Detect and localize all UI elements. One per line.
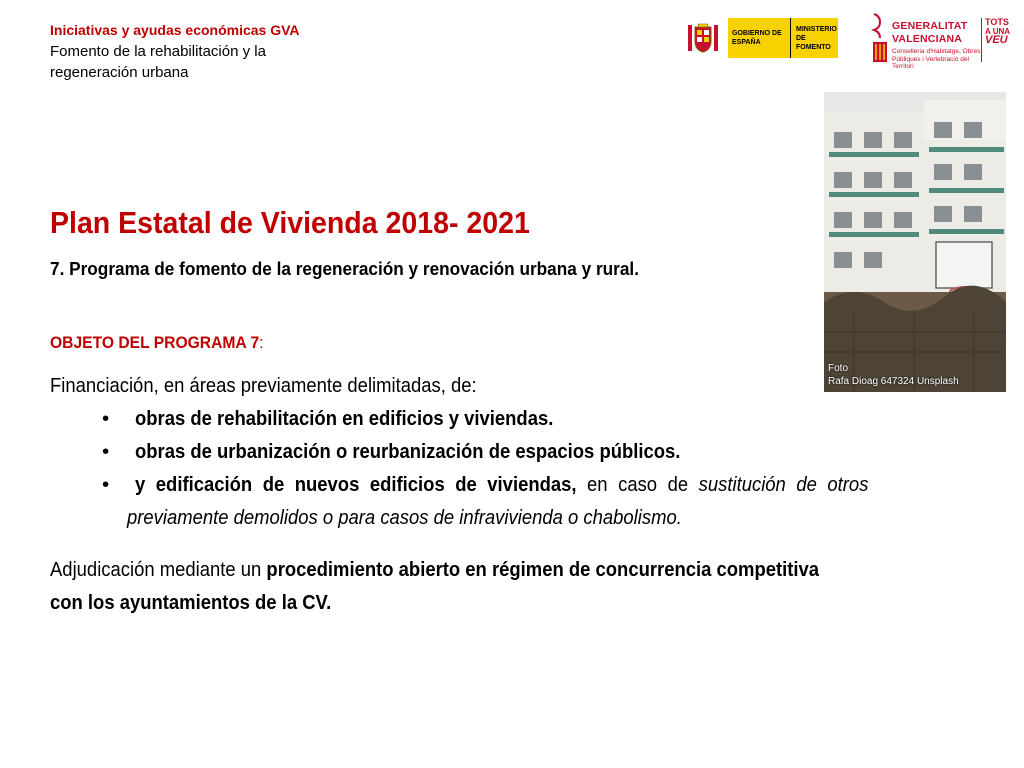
page-title: Plan Estatal de Vivienda 2018- 2021	[50, 205, 530, 240]
list-item-normal: en caso de	[576, 473, 699, 496]
tots-line2: A UNA	[985, 27, 1011, 36]
adjudicacion-bold1: procedimiento abierto en régimen de concurrencia competitiva	[266, 558, 820, 581]
section-heading-colon: :	[259, 333, 264, 352]
tots-a-una-veu-logo	[985, 18, 1010, 45]
list-item-italic: sustitución de otros	[698, 473, 869, 496]
section-heading-label: OBJETO DEL PROGRAMA 7	[50, 333, 260, 352]
list-item-text: obras de urbanización o reurbanización de espacios públicos.	[135, 440, 681, 463]
ministerio-label: MINISTERIO DE FOMENTO	[790, 18, 838, 58]
financing-list	[50, 402, 936, 534]
lead-paragraph: Financiación, en áreas previamente delimitadas, de:	[50, 374, 477, 397]
adjudicacion-paragraph	[50, 553, 936, 619]
building-photo-image	[824, 92, 1006, 392]
header-subtitle-line1: Fomento de la rehabilitación y la	[50, 43, 266, 60]
list-item	[50, 468, 936, 534]
coat-of-arms-icon	[678, 18, 728, 58]
gva-conselleria: Conselleria d'Habitatge, Obres Públiques i Vertebració del Territori	[892, 48, 981, 70]
adjudicacion-normal: Adjudicación mediante un	[50, 558, 267, 581]
gobierno-espana-logo	[678, 18, 838, 58]
list-item-continuation: previamente demolidos o para casos de infravivienda o chabolismo.	[127, 506, 682, 529]
section-heading	[50, 333, 264, 353]
tots-line1: TOTS	[985, 17, 1009, 27]
header-block	[50, 20, 350, 83]
list-item-text	[135, 468, 869, 501]
list-item-bold: y edificación de nuevos edificios de viviendas,	[135, 473, 577, 496]
list-item	[50, 435, 936, 468]
gva-emblem-icon	[870, 12, 890, 64]
adjudicacion-line1	[50, 553, 847, 586]
list-item	[50, 402, 936, 435]
generalitat-valenciana-logo	[870, 12, 1020, 70]
photo-credit-line1: Foto	[828, 363, 849, 374]
header-subtitle-line2: regeneración urbana	[50, 64, 189, 81]
program-description	[50, 369, 936, 619]
photo-credit-line2: Rafa Dioag 647324 Unsplash	[828, 376, 959, 387]
gva-name-line1: GENERALITAT	[892, 20, 968, 32]
bullet-icon: •	[102, 473, 110, 496]
adjudicacion-line2: con los ayuntamientos de la CV.	[50, 591, 332, 614]
bullet-icon: •	[102, 407, 110, 430]
list-item-text: obras de rehabilitación en edificios y viviendas.	[135, 407, 554, 430]
tots-line3: VEU	[985, 34, 1008, 46]
gva-name-line2: VALENCIANA	[892, 33, 963, 45]
program-subtitle: 7. Programa de fomento de la regeneración y renovación urbana y rural.	[50, 258, 639, 279]
gobierno-label: GOBIERNO DE ESPAÑA	[728, 18, 790, 58]
bullet-icon: •	[102, 440, 110, 463]
header-category: Iniciativas y ayudas económicas GVA	[50, 22, 300, 38]
building-photo	[824, 92, 1006, 392]
logo-divider	[981, 18, 982, 62]
